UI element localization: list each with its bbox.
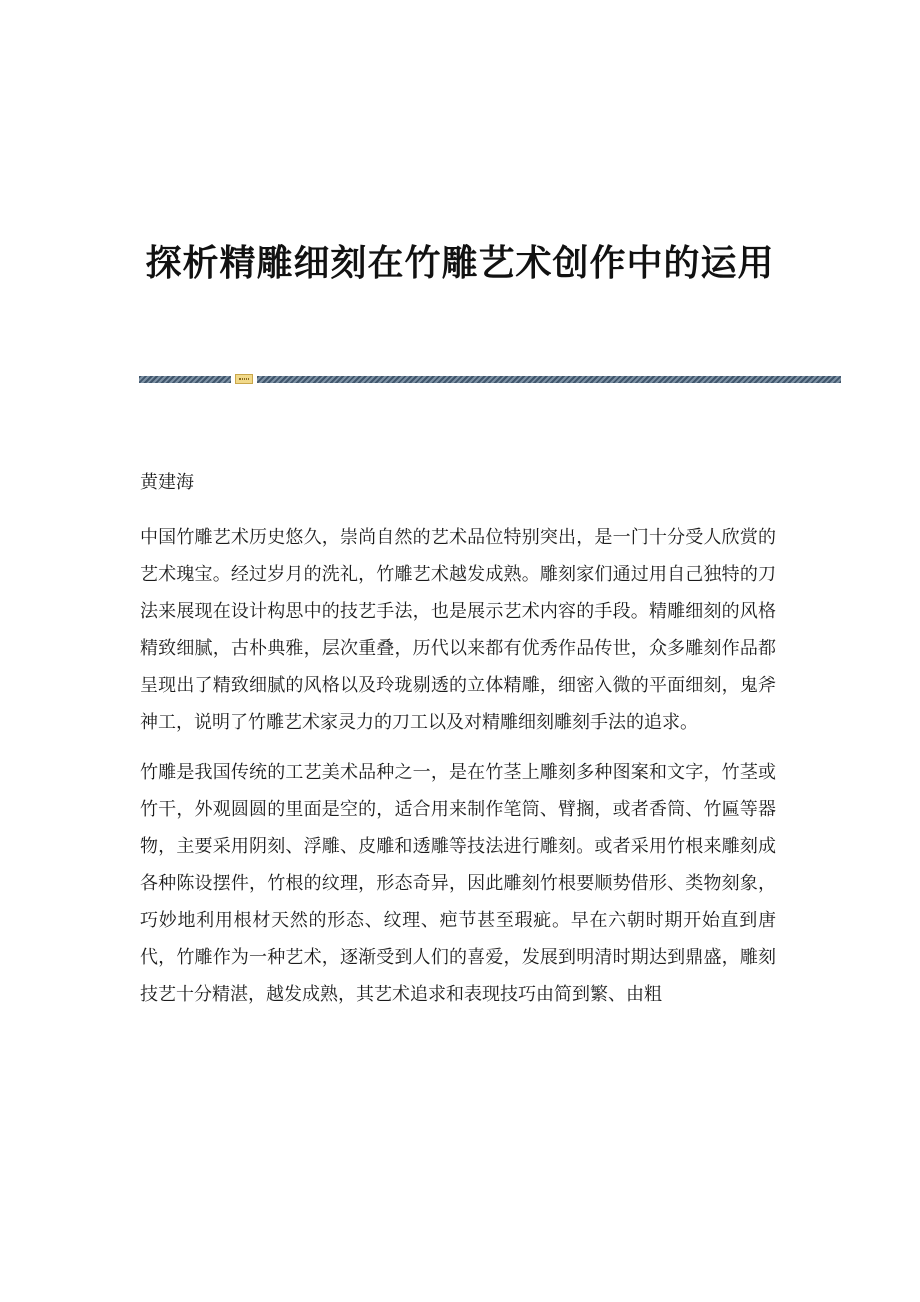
divider-ornament-icon [235,374,253,384]
page-title: 探析精雕细刻在竹雕艺术创作中的运用 [145,242,775,285]
paragraph-2: 竹雕是我国传统的工艺美术品种之一，是在竹茎上雕刻多种图案和文字，竹茎或竹干，外观圆圆的里面是空的，适合用来制作笔筒、臂搁，或者香筒、竹匾等器物，主要采用阴刻、浮雕、皮雕和透雕等技法进行雕刻。或者采用竹根来雕刻成各种陈设摆件，竹根的纹理，形态奇异，因此雕刻竹根要顺势借形、类物刻象，巧妙地利用根材天然的形态、纹理、疤节甚至瑕疵。早在六朝时期开始直到唐代，竹雕作为一种艺术，逐渐受到人们的喜爱，发展到明清时期达到鼎盛，雕刻技艺十分精湛，越发成熟，其艺术追求和表现技巧由简到繁、由粗 [140,762,776,1005]
author-name: 黄建海 [140,472,194,493]
divider-bar-right [257,376,841,383]
divider-bar-left [139,376,231,383]
article-body [140,519,776,1026]
paragraph-1: 中国竹雕艺术历史悠久，崇尚自然的艺术品位特别突出，是一门十分受人欣赏的艺术瑰宝。经过岁月的洗礼，竹雕艺术越发成熟。雕刻家们通过用自己独特的刀法来展现在设计构思中的技艺手法，也是展示艺术内容的手段。精雕细刻的风格精致细腻，古朴典雅，层次重叠，历代以来都有优秀作品传世，众多雕刻作品都呈现出了精致细腻的风格以及玲珑剔透的立体精雕，细密入微的平面细刻，鬼斧神工，说明了竹雕艺术家灵力的刀工以及对精雕细刻雕刻手法的追求。 [140,527,776,733]
title-divider [139,374,841,384]
